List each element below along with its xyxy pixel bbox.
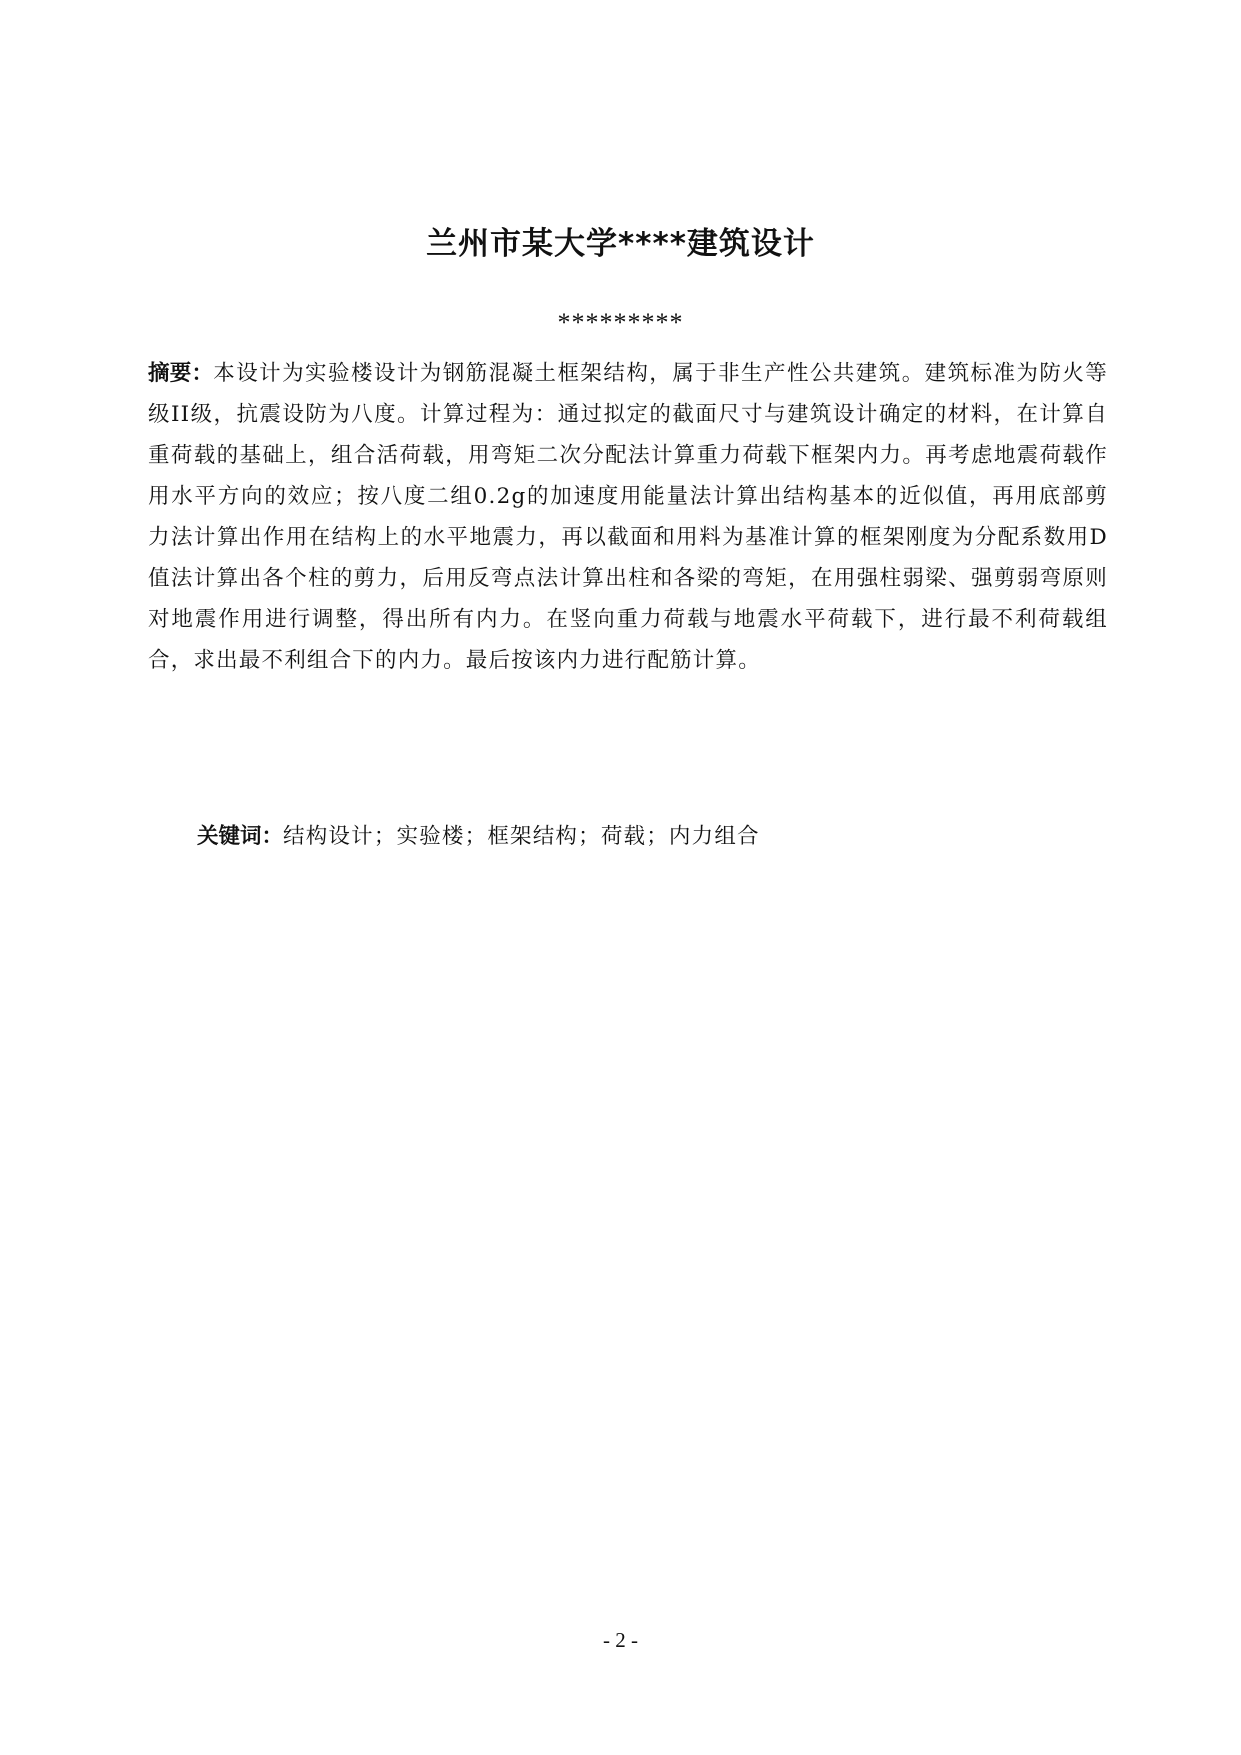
author-line: ********* (557, 308, 684, 337)
abstract-text: 本设计为实验楼设计为钢筋混凝土框架结构，属于非生产性公共建筑。建筑标准为防火等级II级，抗震设防为八度。计算过程为：通过拟定的截面尺寸与建筑设计确定的材料，在计算自重荷载的基础上，组合活荷载，用弯矩二次分配法计算重力荷载下框架内力。再考虑地震荷载作用水平方向的效应；按八度二组0.2g的加速度用能量法计算出结构基本的近似值，再用底部剪力法计算出作用在结构上的水平地震力，再以截面和用料为基准计算的框架刚度为分配系数用D值法计算出各个柱的剪力，后用反弯点法计算出柱和各梁的弯矩，在用强柱弱梁、强剪弱弯原则对地震作用进行调整，得出所有内力。在竖向重力荷载与地震水平荷载下，进行最不利荷载组合，求出最不利组合下的内力。最后按该内力进行配筋计算。 (148, 361, 1108, 673)
abstract-paragraph (148, 353, 1108, 681)
keywords-text: 结构设计；实验楼；框架结构；荷载；内力组合 (283, 824, 760, 849)
abstract-label: 摘要： (148, 361, 214, 386)
keywords-line (197, 816, 1097, 857)
keywords-label: 关键词： (197, 824, 284, 849)
document-title: 兰州市某大学****建筑设计 (426, 226, 815, 262)
page-number: - 2 - (603, 1628, 638, 1652)
